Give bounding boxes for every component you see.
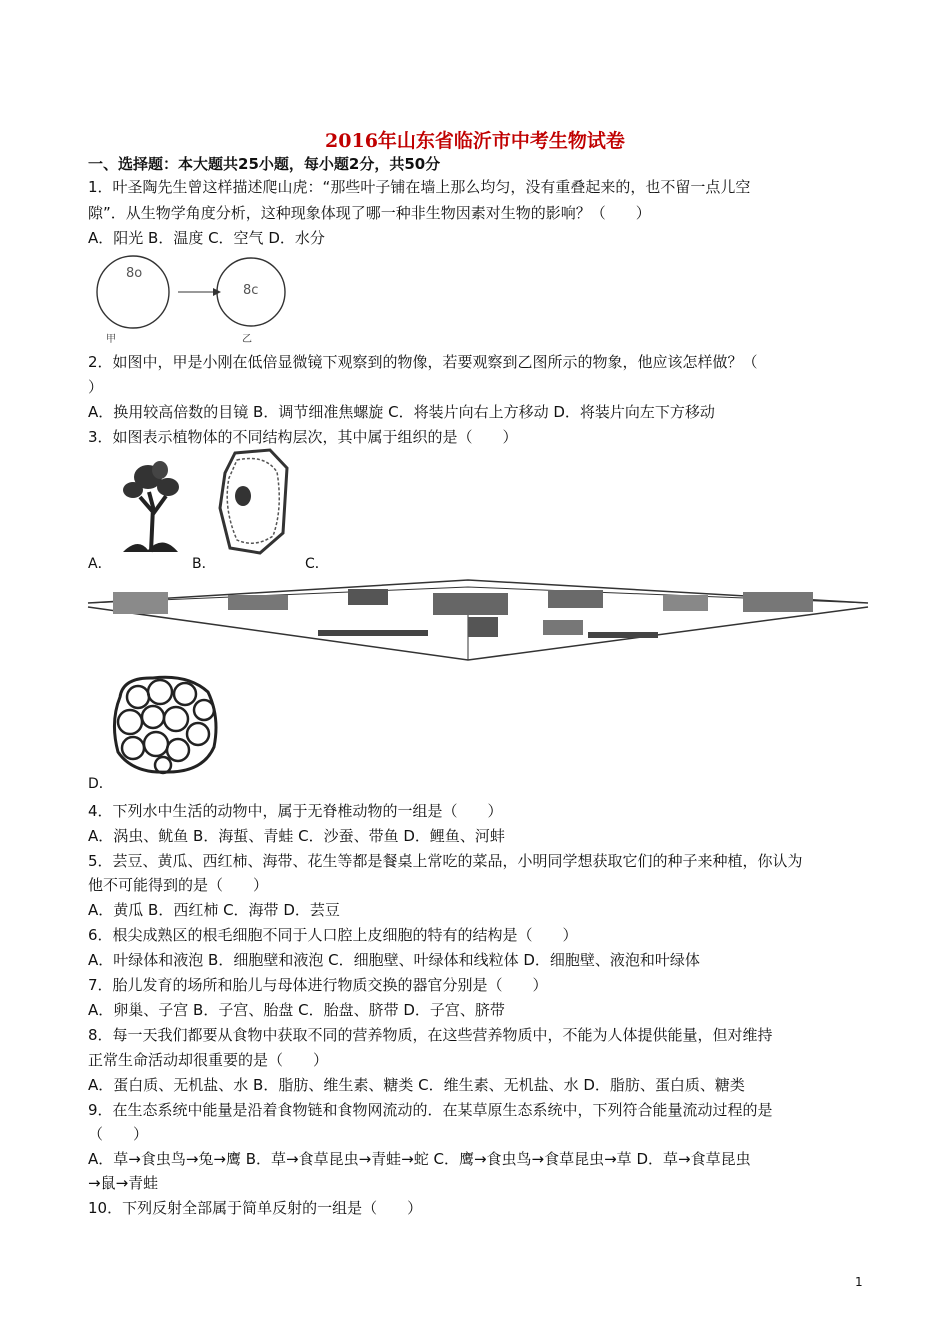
q3-line1: 3．如图表示植物体的不同结构层次，其中属于组织的是（ ） <box>88 428 518 446</box>
q7-line1: 7．胎儿发育的场所和胎儿与母体进行物质交换的器官分别是（ ） <box>88 976 548 994</box>
q1-options: A．阳光 B．温度 C．空气 D．水分 <box>88 229 325 247</box>
q6-line1: 6．根尖成熟区的根毛细胞不同于人口腔上皮细胞的特有的结构是（ ） <box>88 926 578 944</box>
organ-figure <box>88 575 868 665</box>
q5-options: A．黄瓜 B．西红柿 C．海带 D．芸豆 <box>88 901 340 919</box>
page-title: 2016年山东省临沂市中考生物试卷 <box>325 130 625 152</box>
q1-line1: 1．叶圣陶先生曾这样描述爬山虎：“那些叶子铺在墙上那么均匀，没有重叠起来的，也不留一点儿空 <box>88 178 751 196</box>
q1-line2: 隙”．从生物学角度分析，这种现象体现了哪一种非生物因素对生物的影响？（ ） <box>88 204 651 222</box>
option-b-label: B． <box>192 556 216 572</box>
q2-line1: 2．如图中，甲是小刚在低倍显微镜下观察到的物像，若要观察到乙图所示的物象，他应该怎样做？（ <box>88 353 758 371</box>
microscope-figure <box>88 248 308 348</box>
page-number: 1 <box>855 1275 863 1289</box>
tissue-figure <box>108 672 223 777</box>
q2-line2: ） <box>88 378 104 396</box>
q9-options-line1: A．草→食虫鸟→兔→鹰 B．草→食草昆虫→青蛙→蛇 C．鹰→食虫鸟→食草昆虫→草 D．草→食草昆虫 <box>88 1150 751 1168</box>
section-heading: 一、选择题：本大题共25小题，每小题2分，共50分 <box>88 155 441 173</box>
option-c-label: C． <box>305 556 329 572</box>
q8-line1: 8．每一天我们都要从食物中获取不同的营养物质，在这些营养物质中，不能为人体提供能量，但对维持 <box>88 1026 773 1044</box>
q9-options-line2: →鼠→青蛙 <box>88 1174 159 1192</box>
option-a-label: A． <box>88 556 112 572</box>
tree-figure <box>118 452 188 557</box>
q4-line1: 4．下列水中生活的动物中，属于无脊椎动物的一组是（ ） <box>88 802 503 820</box>
label-yi: 乙 <box>242 334 252 345</box>
q6-options: A．叶绿体和液泡 B．细胞壁和液泡 C．细胞壁、叶绿体和线粒体 D．细胞壁、液泡和叶绿体 <box>88 951 700 969</box>
q2-options: A．换用较高倍数的目镜 B．调节细准焦螺旋 C．将装片向右上方移动 D．将装片向左下方移动 <box>88 403 715 421</box>
q8-line2: 正常生命活动却很重要的是（ ） <box>88 1051 329 1069</box>
cell-mark-b: 8c <box>243 283 259 298</box>
q4-options: A．涡虫、鱿鱼 B．海蜇、青蛙 C．沙蚕、带鱼 D．鲤鱼、河蚌 <box>88 827 505 845</box>
q10-line1: 10．下列反射全部属于简单反射的一组是（ ） <box>88 1199 423 1217</box>
q7-options: A．卵巢、子宫 B．子宫、胎盘 C．胎盘、脐带 D．子宫、脐带 <box>88 1001 505 1019</box>
option-d-label: D． <box>88 776 113 792</box>
q5-line2: 他不可能得到的是（ ） <box>88 876 269 894</box>
label-jia: 甲 <box>106 334 116 345</box>
q9-line1: 9．在生态系统中能量是沿着食物链和食物网流动的．在某草原生态系统中，下列符合能量流动过程的是 <box>88 1101 773 1119</box>
cell-figure <box>215 448 295 558</box>
q5-line1: 5．芸豆、黄瓜、西红柿、海带、花生等都是餐桌上常吃的菜品，小明同学想获取它们的种子来种植，你认为 <box>88 852 803 870</box>
q9-line2: （ ） <box>88 1125 149 1143</box>
cell-mark-a: 8o <box>126 266 143 281</box>
q8-options: A．蛋白质、无机盐、水 B．脂肪、维生素、糖类 C．维生素、无机盐、水 D．脂肪、蛋白质、糖类 <box>88 1076 745 1094</box>
